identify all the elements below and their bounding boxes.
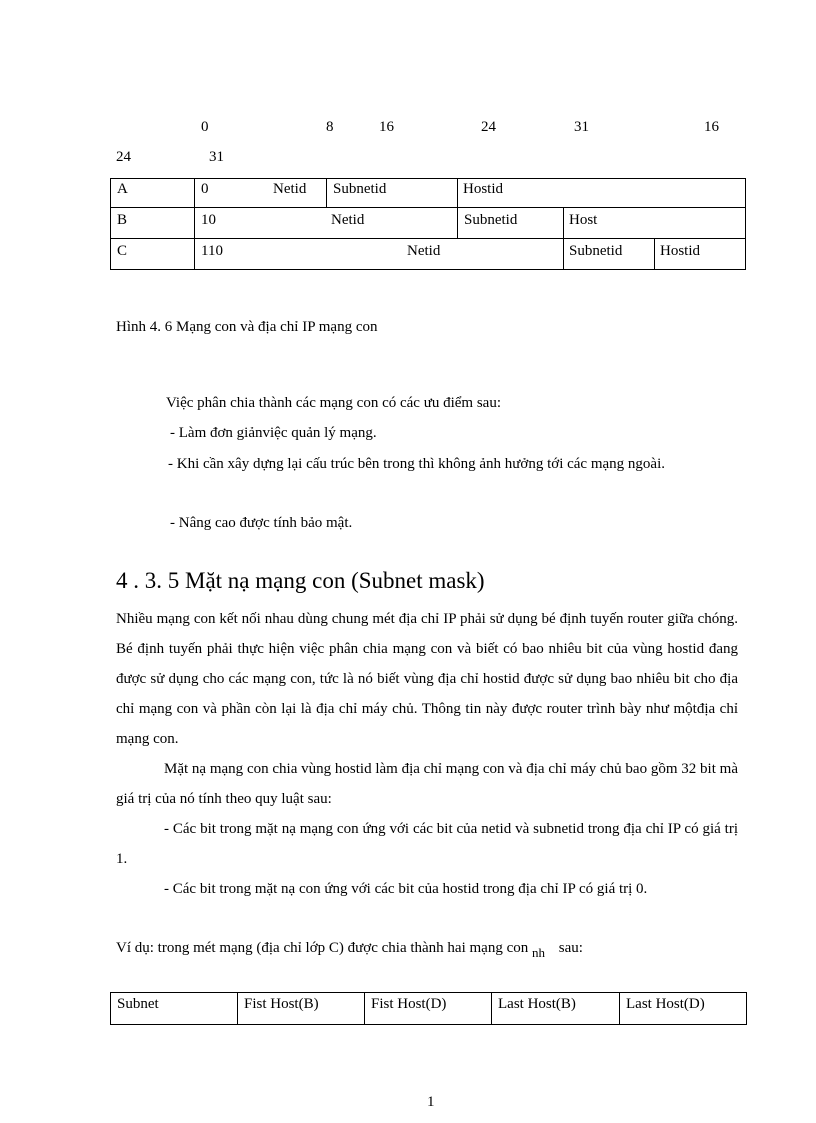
rule-item: - Các bit trong mặt nạ mạng con ứng với các bit của netid và subnetid trong địa chỉ IP có giá trị 1.: [116, 821, 738, 867]
subnetid-label: Subnetid: [569, 243, 623, 259]
class-label: A: [117, 181, 128, 197]
example-end: sau:: [558, 940, 583, 956]
bit-label: 16: [704, 119, 719, 135]
intro-lead: Việc phân chia thành các mạng con có các ưu điểm sau:: [166, 395, 502, 411]
table-header: Fist Host(D): [371, 996, 447, 1012]
subnetid-label: Subnetid: [464, 212, 518, 228]
example-subscript: nh: [531, 945, 545, 960]
bit-label: 24: [116, 149, 131, 165]
class-label: C: [117, 243, 128, 259]
hostid-label: Hostid: [463, 181, 504, 197]
advantage-item: - Nâng cao được tính bảo mật.: [170, 515, 353, 531]
prefix-bits: 110: [201, 243, 223, 259]
prefix-bits: 10: [201, 212, 216, 228]
bit-label: 8: [326, 119, 334, 135]
bit-label: 31: [574, 119, 589, 135]
advantage-item: - Khi cần xây dựng lại cấu trúc bên trong thì không ảnh hưởng tới các mạng ngoài.: [168, 456, 665, 472]
example-line: [116, 940, 583, 960]
figure-caption: Hình 4. 6 Mạng con và địa chỉ IP mạng con: [116, 319, 378, 335]
table-header: Subnet: [117, 996, 159, 1012]
bit-label: 24: [481, 119, 496, 135]
subnet-table: [110, 992, 747, 1025]
bit-label: 0: [201, 119, 209, 135]
host-label: Host: [569, 212, 598, 228]
paragraph: Nhiều mạng con kết nối nhau dùng chung mét địa chỉ IP phải sử dụng bé định tuyến router giữa chóng. Bé định tuyến phải thực hiện việc phân chia mạng con và biết có bao nhiêu bit của vùng hostid đang được sử dụng cho các mạng con, tức là nó biết vùng địa chỉ hostid được sử dụng bao nhiêu bit cho địa chỉ mạng con và phần còn lại là địa chỉ máy chủ. Thông tin này được router trình bày như mộtđịa chỉ mạng con.: [116, 611, 738, 747]
page-number: 1: [427, 1094, 435, 1110]
netid-label: Netid: [331, 212, 365, 228]
ip-class-table-grid: [110, 178, 747, 271]
subnetid-label: Subnetid: [333, 181, 387, 197]
class-label: B: [117, 212, 128, 228]
paragraph: Mặt nạ mạng con chia vùng hostid làm địa chỉ mạng con và địa chỉ máy chủ bao gồm 32 bit mà giá trị của nó tính theo quy luật sau:: [116, 761, 738, 807]
example-text: Ví dụ: trong mét mạng (địa chỉ lớp C) được chia thành hai mạng con: [116, 940, 529, 956]
rule-item: - Các bit trong mặt nạ con ứng với các bit của hostid trong địa chỉ IP có giá trị 0.: [164, 881, 648, 897]
prefix-bits: 0: [201, 181, 209, 197]
bit-label: 16: [379, 119, 394, 135]
bit-label: 31: [209, 149, 224, 165]
table-header: Last Host(D): [626, 996, 705, 1012]
advantage-item: - Làm đơn giảnviệc quản lý mạng.: [170, 425, 377, 441]
netid-label: Netid: [407, 243, 441, 259]
table-header: Last Host(B): [498, 996, 576, 1012]
hostid-label: Hostid: [660, 243, 701, 259]
table-header: Fist Host(B): [244, 996, 319, 1012]
netid-label: Netid: [273, 181, 307, 197]
section-heading: 4 . 3. 5 Mặt nạ mạng con (Subnet mask): [116, 568, 485, 593]
